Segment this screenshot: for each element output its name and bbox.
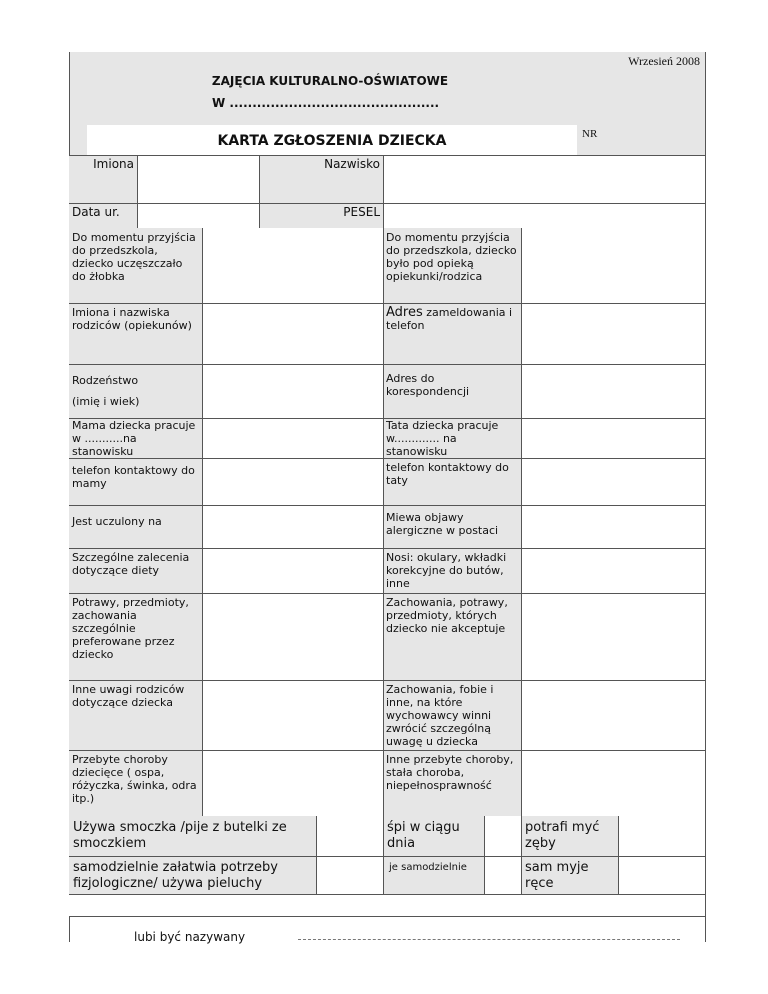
- row-okulary-label: [383, 548, 521, 593]
- row-fobie-text: Zachowania, fobie i inne, na które wychowawcy winni zwrócić szczególną uwagę u dziecka: [386, 683, 494, 748]
- row-adres-big: Adres: [386, 305, 423, 320]
- rece-text: sam myje ręce: [525, 860, 589, 891]
- row-nieakceptuje-field[interactable]: [521, 593, 705, 680]
- row-tel-tata-text: telefon kontaktowy do taty: [386, 461, 509, 487]
- potrzeby-text: samodzielnie załatwia potrzeby fizjologiczne/ używa pieluchy: [73, 860, 278, 891]
- pesel-label-text: PESEL: [343, 205, 380, 219]
- nazwisko-label: [259, 155, 383, 203]
- row-tel-mama-field[interactable]: [202, 458, 383, 505]
- row-rodzenstwo-sub: (imię i wiek): [72, 395, 140, 408]
- data-ur-label-text: Data ur.: [72, 205, 120, 219]
- imiona-label: [69, 155, 137, 203]
- nazwisko-label-text: Nazwisko: [324, 157, 380, 171]
- row-alergia-field[interactable]: [521, 505, 705, 548]
- row-dieta-field[interactable]: [202, 548, 383, 593]
- row-zlobek-label: [69, 228, 202, 303]
- data-ur-label: [69, 203, 137, 228]
- row-rodzenstwo-label: [69, 364, 202, 418]
- nr-label: NR: [582, 128, 598, 140]
- row-okulary-field[interactable]: [521, 548, 705, 593]
- row-preferencje-label: [69, 593, 202, 680]
- spi-text: śpi w ciągu dnia: [387, 820, 460, 851]
- row-opieka-field[interactable]: [521, 228, 705, 303]
- smoczek-label: [69, 816, 316, 856]
- row-tata-praca-label: [383, 418, 521, 458]
- smoczek-field[interactable]: [316, 816, 383, 856]
- row-choroby-label: [69, 750, 202, 816]
- data-ur-field[interactable]: [137, 203, 259, 228]
- row-rodzice-field[interactable]: [202, 303, 383, 364]
- nazywany-label: lubi być nazywany: [134, 930, 246, 944]
- row-rodzenstwo-field[interactable]: [202, 364, 383, 418]
- row-adres-field[interactable]: [521, 303, 705, 364]
- row-preferencje-text: Potrawy, przedmioty, zachowania szczególnie preferowane przez dziecko: [72, 596, 189, 661]
- row-rodzice-text: Imiona i nazwiska rodziców (opiekunów): [72, 306, 192, 332]
- row-tel-mama-label: [69, 458, 202, 505]
- row-alergia-text: Miewa objawy alergiczne w postaci: [386, 511, 499, 537]
- row-opieka-text: Do momentu przyjścia do przedszkola, dziecko było pod opieką opiekunki/rodzica: [386, 231, 517, 283]
- potrzeby-label: [69, 856, 316, 894]
- smoczek-text: Używa smoczka /pije z butelki ze smoczkiem: [73, 820, 287, 851]
- page-title: KARTA ZGŁOSZENIA DZIECKA: [217, 133, 447, 149]
- rece-field[interactable]: [618, 856, 705, 894]
- row-choroby-text: Przebyte choroby dziecięce ( ospa, różyczka, świnka, odra itp.): [72, 753, 197, 805]
- row-uwagi-field[interactable]: [202, 680, 383, 750]
- je-samodzielnie-label: [383, 856, 484, 894]
- row-zlobek-field[interactable]: [202, 228, 383, 303]
- je-samodzielnie-text: je samodzielnie: [389, 862, 467, 873]
- zeby-text: potrafi myć zęby: [525, 820, 600, 851]
- row-rodzice-label: [69, 303, 202, 364]
- row-mama-praca-field[interactable]: [202, 418, 383, 458]
- nazwisko-field[interactable]: [383, 155, 705, 203]
- nazywany-field[interactable]: [298, 938, 680, 940]
- row-tel-mama-text: telefon kontaktowy do mamy: [72, 464, 195, 490]
- row-uczulenie-text: Jest uczulony na: [72, 515, 162, 528]
- row-tata-praca-field[interactable]: [521, 418, 705, 458]
- zeby-label: [521, 816, 618, 856]
- pesel-field[interactable]: [383, 203, 705, 228]
- row-nieakceptuje-label: [383, 593, 521, 680]
- row-tel-tata-label: [383, 458, 521, 505]
- row-dieta-text: Szczególne zalecenia dotyczące diety: [72, 551, 190, 577]
- form-heading-line2: W ..............................................: [212, 96, 440, 110]
- row-mama-praca-text: Mama dziecka pracuje w ...........na stanowisku: [72, 419, 196, 458]
- spi-label: [383, 816, 484, 856]
- row-inne-choroby-text: Inne przebyte choroby, stała choroba, niepełnosprawność: [386, 753, 514, 792]
- row-nieakceptuje-text: Zachowania, potrawy, przedmioty, których dziecko nie akceptuje: [386, 596, 508, 635]
- form-date: Wrzesień 2008: [628, 54, 700, 68]
- row-mama-praca-label: [69, 418, 202, 458]
- row-fobie-label: [383, 680, 521, 750]
- imiona-label-text: Imiona: [93, 157, 134, 171]
- row-tata-praca-text: Tata dziecka pracuje w............. na stanowisku: [386, 419, 499, 458]
- form-heading-line1: ZAJĘCIA KULTURALNO-OŚWIATOWE: [211, 74, 449, 88]
- row-korespondencja-text: Adres do korespondencji: [386, 372, 470, 398]
- rece-label: [521, 856, 618, 894]
- blank-row: [69, 894, 705, 916]
- row-uczulenie-field[interactable]: [202, 505, 383, 548]
- row-choroby-field[interactable]: [202, 750, 383, 816]
- row-uczulenie-label: [69, 505, 202, 548]
- row-opieka-label: [383, 228, 521, 303]
- potrzeby-field[interactable]: [316, 856, 383, 894]
- row-korespondencja-label: [383, 364, 521, 418]
- je-samodzielnie-field[interactable]: [484, 856, 521, 894]
- row-rodzenstwo-text: Rodzeństwo: [72, 374, 139, 387]
- row-okulary-text: Nosi: okulary, wkładki korekcyjne do butów, inne: [386, 551, 507, 590]
- row-adres-label: [383, 303, 521, 364]
- imiona-field[interactable]: [137, 155, 259, 203]
- row-zlobek-text: Do momentu przyjścia do przedszkola, dziecko uczęszczało do żłobka: [72, 231, 196, 283]
- row-korespondencja-field[interactable]: [521, 364, 705, 418]
- zeby-field[interactable]: [618, 816, 705, 856]
- row-fobie-field[interactable]: [521, 680, 705, 750]
- row-adres-text: zameldowania i telefon: [386, 306, 513, 332]
- row-alergia-label: [383, 505, 521, 548]
- row-inne-choroby-label: [383, 750, 521, 816]
- row-uwagi-label: [69, 680, 202, 750]
- pesel-label: [259, 203, 383, 228]
- row-tel-tata-field[interactable]: [521, 458, 705, 505]
- row-dieta-label: [69, 548, 202, 593]
- spi-field[interactable]: [484, 816, 521, 856]
- row-inne-choroby-field[interactable]: [521, 750, 705, 816]
- row-preferencje-field[interactable]: [202, 593, 383, 680]
- row-uwagi-text: Inne uwagi rodziców dotyczące dziecka: [72, 683, 185, 709]
